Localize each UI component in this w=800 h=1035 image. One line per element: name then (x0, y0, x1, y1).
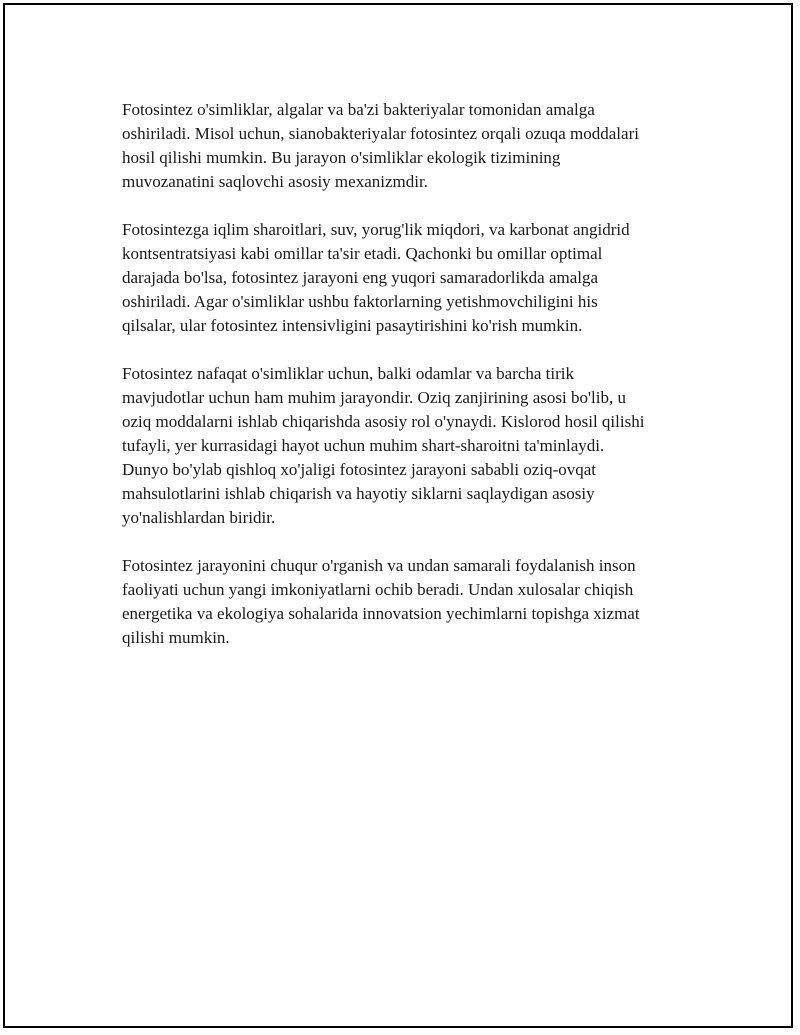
paragraph-1 (122, 98, 702, 194)
paragraph-line: Fotosintezga iqlim sharoitlari, suv, yorug'lik miqdori, va karbonat angidrid (122, 220, 630, 239)
paragraph-line: energetika va ekologiya sohalarida innovatsion yechimlarni topishga xizmat (122, 604, 640, 623)
document-body (122, 98, 702, 674)
page-frame (3, 3, 793, 1028)
paragraph-line: mahsulotlarini ishlab chiqarish va hayotiy siklarni saqlaydigan asosiy (122, 484, 595, 503)
paragraph-line: qilsalar, ular fotosintez intensivligini pasaytirishini ko'rish mumkin. (122, 316, 583, 335)
paragraph-line: Fotosintez o'simliklar, algalar va ba'zi bakteriyalar tomonidan amalga (122, 100, 595, 119)
paragraph-line: oshiriladi. Agar o'simliklar ushbu faktorlarning yetishmovchiligini his (122, 292, 598, 311)
paragraph-3 (122, 362, 702, 530)
paragraph-line: Fotosintez jarayonini chuqur o'rganish va undan samarali foydalanish inson (122, 556, 636, 575)
paragraph-line: darajada bo'lsa, fotosintez jarayoni eng yuqori samaradorlikda amalga (122, 268, 599, 287)
paragraph-line: qilishi mumkin. (122, 628, 230, 647)
paragraph-line: Dunyo bo'ylab qishloq xo'jaligi fotosintez jarayoni sababli oziq-ovqat (122, 460, 597, 479)
paragraph-line: yo'nalishlardan biridir. (122, 508, 276, 527)
paragraph-line: muvozanatini saqlovchi asosiy mexanizmdir. (122, 172, 428, 191)
paragraph-line: faoliyati uchun yangi imkoniyatlarni ochib beradi. Undan xulosalar chiqish (122, 580, 634, 599)
paragraph-line: oziq moddalarni ishlab chiqarishda asosiy rol o'ynaydi. Kislorod hosil qilishi (122, 412, 645, 431)
paragraph-4 (122, 554, 702, 650)
paragraph-2 (122, 218, 702, 338)
paragraph-line: mavjudotlar uchun ham muhim jarayondir. Oziq zanjirining asosi bo'lib, u (122, 388, 626, 407)
paragraph-line: oshiriladi. Misol uchun, sianobakteriyalar fotosintez orqali ozuqa moddalari (122, 124, 639, 143)
paragraph-line: kontsentratsiyasi kabi omillar ta'sir etadi. Qachonki bu omillar optimal (122, 244, 603, 263)
paragraph-line: hosil qilishi mumkin. Bu jarayon o'simliklar ekologik tizimining (122, 148, 561, 167)
paragraph-line: Fotosintez nafaqat o'simliklar uchun, balki odamlar va barcha tirik (122, 364, 575, 383)
paragraph-line: tufayli, yer kurrasidagi hayot uchun muhim shart-sharoitni ta'minlaydi. (122, 436, 605, 455)
